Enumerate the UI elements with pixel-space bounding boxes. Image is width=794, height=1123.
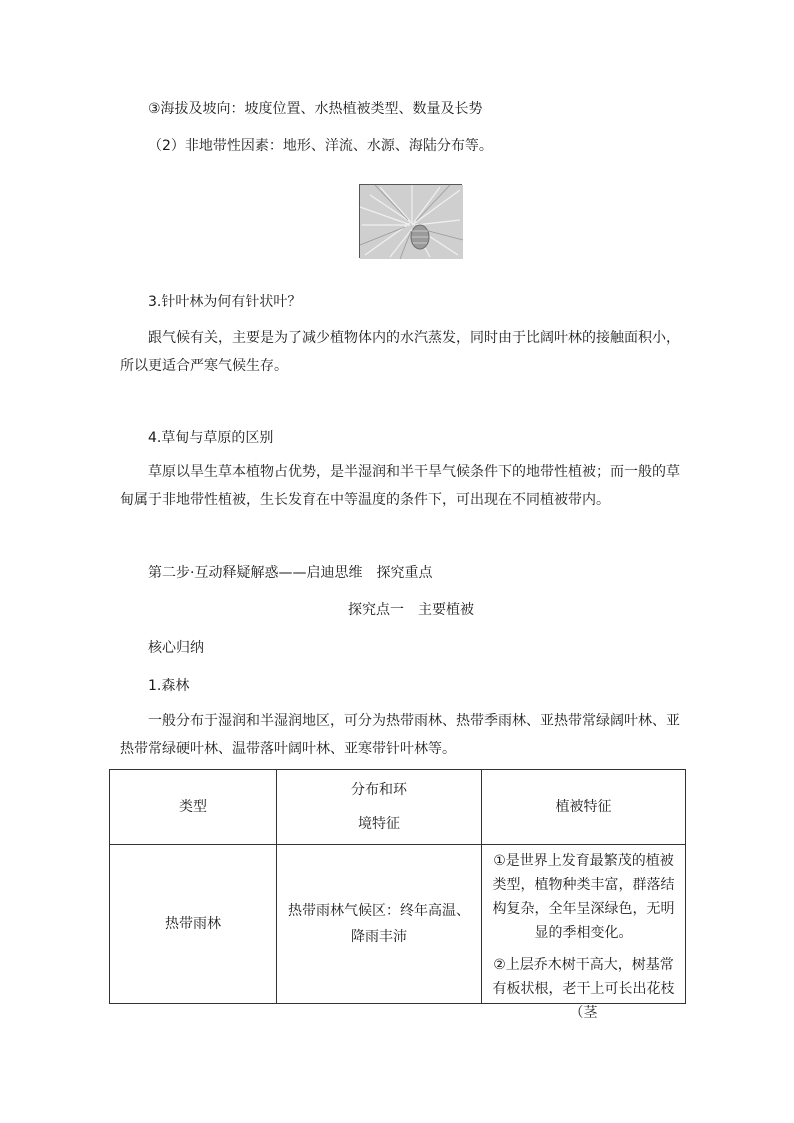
vegetation-table	[109, 769, 686, 1021]
vegetation-feature-1: ①是世界上发育最繁茂的植被类型，植物种类丰富，群落结构复杂，全年呈深绿色，无明显的季相变化。	[492, 853, 675, 941]
question-4-answer: 草原以旱生草本植物占优势，是半湿润和半干旱气候条件下的地带性植被；而一般的草甸属于非地带性植被，生长发育在中等温度的条件下，可出现在不同植被带内。	[120, 464, 680, 508]
table-row	[110, 845, 686, 1004]
pine-branch-photo	[359, 184, 462, 258]
explore-point-1-heading: 探究点一 主要植被	[348, 602, 474, 618]
header-distribution-line1: 分布和环	[351, 782, 407, 798]
cell-vegetation-features	[482, 845, 686, 1021]
forest-title: 1.森林	[148, 678, 190, 694]
core-summary-label: 核心归纳	[148, 640, 204, 656]
forest-description: 一般分布于湿润和半湿润地区，可分为热带雨林、热带季雨林、亚热带常绿阔叶林、亚热带常绿硬叶林、温带落叶阔叶林、亚寒带针叶林等。	[120, 713, 680, 757]
table-header-row	[110, 770, 686, 845]
header-distribution	[277, 770, 482, 845]
cell-distribution: 热带雨林气候区：终年高温、降雨丰沛	[277, 845, 482, 1004]
vegetation-feature-2: ②上层乔木树干高大，树基常有板状根，老干上可长出花枝（茎	[492, 957, 675, 1021]
question-4-title: 4.草甸与草原的区别	[148, 430, 274, 446]
header-distribution-line2: 境特征	[358, 816, 400, 832]
header-type: 类型	[110, 770, 277, 845]
header-vegetation-features: 植被特征	[482, 770, 686, 845]
question-3-title: 3.针叶林为何有针状叶？	[148, 294, 302, 310]
cell-type: 热带雨林	[110, 845, 277, 1004]
question-3-answer: 跟气候有关，主要是为了减少植物体内的水汽蒸发，同时由于比阔叶林的接触面积小，所以更适合严寒气候生存。	[120, 330, 680, 374]
step-2-heading: 第二步·互动释疑解惑——启迪思维 探究重点	[148, 565, 433, 581]
altitude-factor-line: ③海拔及坡向：坡度位置、水热植被类型、数量及长势	[148, 101, 483, 117]
pine-branch-illustration	[360, 185, 463, 259]
nonzonal-factor-line: （2）非地带性因素：地形、洋流、水源、海陆分布等。	[148, 138, 493, 154]
